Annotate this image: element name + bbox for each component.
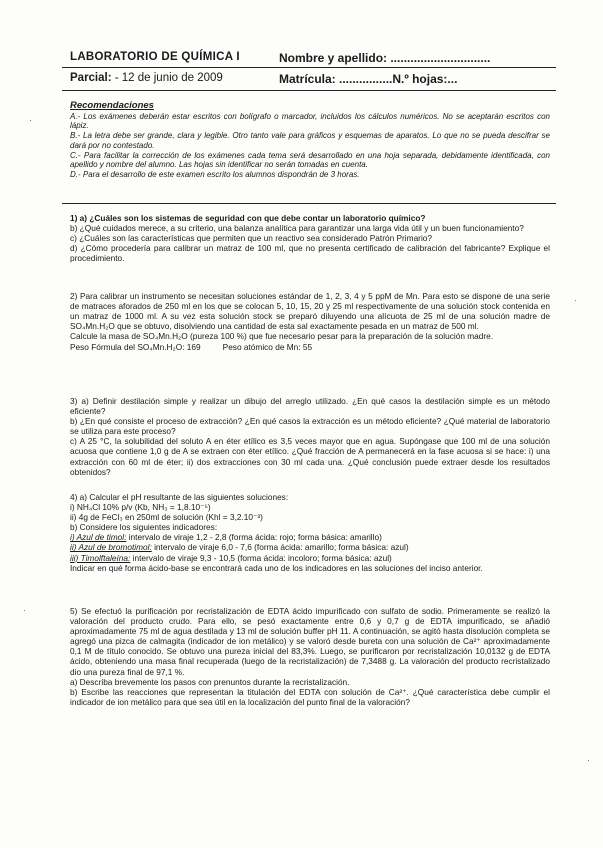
q4-end: Indicar en qué forma ácido-base se encontrará cada uno de los indicadores en las soluciones del inciso anterior. xyxy=(70,562,483,573)
q4-ind1 xyxy=(70,532,550,542)
recommendations-title: Recomendaciones xyxy=(70,100,154,111)
rec-d: D.- Para el desarrollo de este examen escrito los alumnos dispondrán de 3 horas. xyxy=(70,169,360,179)
q1-b: b) ¿Qué cuidados merece, a su criterio, una balanza analítica para garantizar una larga vida útil y un buen funcionamiento? xyxy=(70,223,524,234)
question-4 xyxy=(70,492,550,573)
q4-ind3-text: intervalo de viraje 9,3 - 10,5 (forma ácida: incoloro; forma básica: azul) xyxy=(130,552,392,563)
q4-ind2 xyxy=(70,542,550,552)
q5-a: a) Describa brevemente los pasos con prenuntos durante la recristalización. xyxy=(70,676,350,687)
q3-a: 3) a) Definir destilación simple y realizar un dibujo del arreglo utilizado. ¿En qué casos la destilación simple es un método eficiente? xyxy=(70,396,550,417)
q4-i: i) NH₄Cl 10% p/v (Kb, NH₃ = 1,8.10⁻⁵) xyxy=(70,502,211,513)
q1-a: 1) a) ¿Cuáles son los sistemas de seguridad con que debe contar un laboratorio químico? xyxy=(70,213,426,223)
q2-p2: Calcule la masa de SO₄Mn.H₂O (pureza 100 %) que fue necesario pesar para la preparación de la solución madre. xyxy=(70,331,494,342)
scan-speck xyxy=(24,610,25,611)
q2-formula-weight: Peso Fórmula del SO₄Mn.H₂O: 169 xyxy=(70,342,201,353)
q4-b: b) Considere los siguientes indicadores: xyxy=(70,522,218,533)
exam-date xyxy=(70,72,223,84)
question-5 xyxy=(70,606,550,707)
q4-ii: ii) 4g de FeCl₃ en 250ml de solución (Khl = 3,2.10⁻³) xyxy=(70,512,263,523)
recommendations xyxy=(70,112,550,180)
registration-field: Matrícula: ................N.º hojas:... xyxy=(279,72,458,86)
q1-c: c) ¿Cuáles son las características que permiten que un reactivo sea considerado Patrón Primario? xyxy=(70,233,433,244)
q4-a: 4) a) Calcular el pH resultante de las siguientes soluciones: xyxy=(70,492,289,502)
q4-ind3 xyxy=(70,553,550,563)
q5-b: b) Escribe las reacciones que representan la titulación del EDTA con solución de Ca²⁺. ¿Qué característica debe cumplir el indicador de ion metálico para que sea útil en la localización del punto final de la valoración? xyxy=(70,686,550,707)
scan-speck xyxy=(588,760,589,761)
scan-speck xyxy=(575,300,576,301)
rec-a: A.- Los exámenes deberán estar escritos con bolígrafo o marcador, incluidos los cálculos numéricos. No se aceptarán escritos con lápiz. xyxy=(70,112,550,131)
q3-c: c) A 25 °C, la solubilidad del soluto A en éter etílico es 3,5 veces mayor que en agua. Supóngase que 100 ml de una solución acuosa que contiene 1,0 g de A se extraen con éter etílico. ¿Qué fracción de A permanecerá en la fase acuosa si se hace: i) una extracción con 60 ml de éter; ii) dos extracciones con 30 ml cada una. ¿Qué conclusión puede extraer desde los resultados obtenidos? xyxy=(70,436,550,477)
q2-atomic-weight: Peso atómico de Mn: 55 xyxy=(222,342,313,353)
q4-ind3-name: iii) Timolftaleína: xyxy=(70,552,131,563)
parcial-label: Parcial: xyxy=(70,72,112,84)
question-3 xyxy=(70,396,550,477)
rec-c: C.- Para facilitar la corrección de los exámenes cada tema será desarrollado en una hoja separada, debidamente identificada, con apellido y nombre del alumno. Las hojas sin identificar no serán tomadas en cuenta. xyxy=(70,150,550,170)
rec-b: B.- La letra debe ser grande, clara y legible. Otro tanto vale para gráficos y esquemas de aparatos. Lo que no se pueda descifrar se dará por no contestado. xyxy=(70,131,550,150)
q4-ind2-text: intervalo de viraje 6,0 - 7,6 (forma ácida: amarillo; forma básica: azul) xyxy=(151,542,409,553)
course-title: LABORATORIO DE QUÍMICA I xyxy=(70,51,240,63)
question-2 xyxy=(70,291,550,353)
date-text: - 12 de junio de 2009 xyxy=(111,72,223,84)
question-1 xyxy=(70,213,550,263)
q2-p1: 2) Para calibrar un instrumento se necesitan soluciones estándar de 1, 2, 3, 4 y 5 ppM de Mn. Para esto se dispone de una serie de matraces aforados de 250 ml en los que se colocan 5, 10, 15, 20 y 25 ml respectivamente de una solución stock contenida en un matraz de 1000 ml. A su vez esta solución stock se preparó diluyendo una alícuota de 25 ml de una solución madre de SO₄Mn.H₂O que se obtuvo, disolviendo una cantidad de esta sal exactamente pesada en un matraz de 500 ml. xyxy=(70,291,550,332)
q1-d: d) ¿Cómo procedería para calibrar un matraz de 100 ml, que no presenta certificado de calibración del fabricante? Explique el procedimiento. xyxy=(70,243,550,264)
q5-p1: 5) Se efectuó la purificación por recristalización de EDTA ácido impurificado con sulfato de sodio. Primeramente se realizó la valoración del producto crudo. Para ello, se pesó exactamente entre 0,6 y 0,7 g de EDTA impurificado, se añadió aproximadamente 75 ml de agua destilada y 13 ml de solución buffer pH 11. A continuación, se agitó hasta disolución completa se agregó una pizca de calmagita (indicador de ion metálico) y se valoró desde bureta con una solución de Ca²⁺ aproximadamente 0,1 M de título conocido. Se obtuvo una pureza inicial del 83,3%. Luego, se purificaron por recristalización 10,0132 g de EDTA ácido, obteniendo una masa final recuperada (luego de la recristalización) de 7,3488 g. La valoración del producto recristalizado dio una pureza final de 97,1 %. xyxy=(70,606,550,677)
recommendations-rule xyxy=(62,203,556,204)
q4-ind1-name: i) Azul de timol: xyxy=(70,532,127,543)
header-rule-top xyxy=(62,67,556,68)
name-field: Nombre y apellido: .............................. xyxy=(279,51,491,65)
q3-b: b) ¿En qué consiste el proceso de extracción? ¿En qué casos la extracción es un método eficiente? ¿Qué material de laboratorio se utiliza para este proceso? xyxy=(70,416,550,437)
header-rule-bottom xyxy=(62,90,556,91)
q4-ind1-text: intervalo de viraje 1,2 - 2,8 (forma ácida: rojo; forma básica: amarillo) xyxy=(126,532,382,543)
q4-ind2-name: ii) Azul de bromotimol: xyxy=(70,542,152,553)
scan-speck xyxy=(30,120,31,121)
